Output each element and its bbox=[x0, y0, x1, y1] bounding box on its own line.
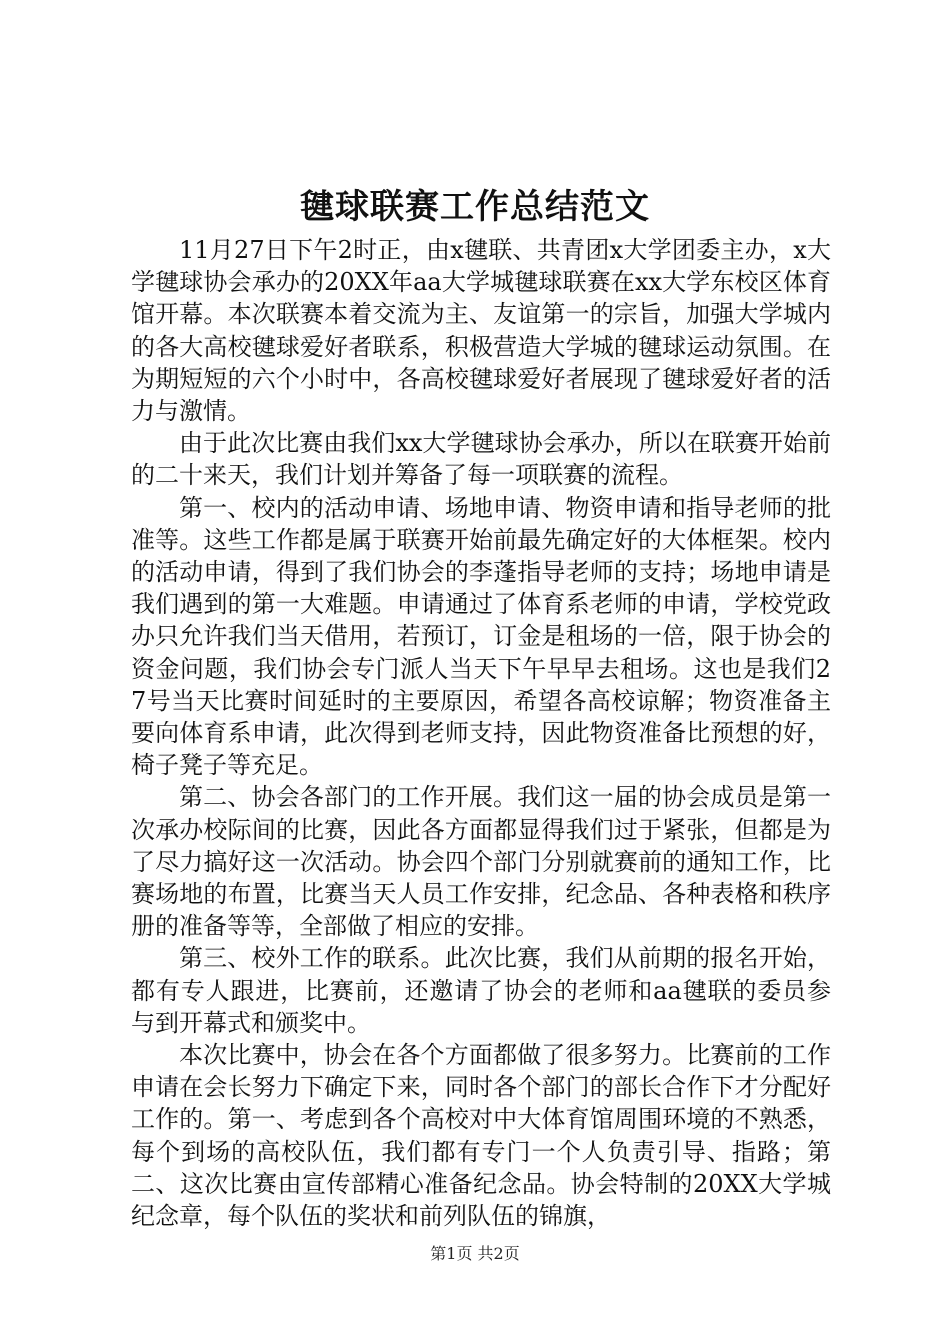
paragraph-1: 11月27日下午2时正，由x毽联、共青团x大学团委主办，x大学毽球协会承办的20XX年aa大学城毽球联赛在xx大学东校区体育馆开幕。本次联赛本着交流为主、友谊第一的宗旨，加强大学城内的各大高校毽球爱好者联系，积极营造大学城的毽球运动氛围。在为期短短的六个小时中，各高校毽球爱好者展现了毽球爱好者的活力与激情。 bbox=[131, 236, 831, 426]
paragraph-3: 第一、校内的活动申请、场地申请、物资申请和指导老师的批准等。这些工作都是属于联赛开始前最先确定好的大体框架。校内的活动申请，得到了我们协会的李蓬指导老师的支持；场地申请是我们遇到的第一大难题。申请通过了体育系老师的申请，学校党政办只允许我们当天借用，若预订，订金是租场的一倍，限于协会的资金问题，我们协会专门派人当天下午早早去租场。这也是我们27号当天比赛时间延时的主要原因，希望各高校谅解；物资准备主要向体育系申请，此次得到老师支持，因此物资准备比预想的好，椅子凳子等充足。 bbox=[131, 493, 831, 780]
paragraph-2: 由于此次比赛由我们xx大学毽球协会承办，所以在联赛开始前的二十来天，我们计划并筹备了每一项联赛的流程。 bbox=[131, 429, 831, 490]
page-number-footer: 第1页 共2页 bbox=[430, 1244, 520, 1263]
document-title: 毽球联赛工作总结范文 bbox=[300, 187, 650, 227]
document-body bbox=[131, 234, 831, 1232]
paragraph-6: 本次比赛中，协会在各个方面都做了很多努力。比赛前的工作申请在会长努力下确定下来，同时各个部门的部长合作下才分配好工作的。第一、考虑到各个高校对中大体育馆周围环境的不熟悉，每个到场的高校队伍，我们都有专门一个人负责引导、指路；第二、这次比赛由宣传部精心准备纪念品。协会特制的20XX大学城纪念章，每个队伍的奖状和前列队伍的锦旗， bbox=[131, 1041, 831, 1231]
paragraph-5: 第三、校外工作的联系。此次比赛，我们从前期的报名开始，都有专人跟进，比赛前，还邀请了协会的老师和aa毽联的委员参与到开幕式和颁奖中。 bbox=[131, 944, 831, 1037]
paragraph-4: 第二、协会各部门的工作开展。我们这一届的协会成员是第一次承办校际间的比赛，因此各方面都显得我们过于紧张，但都是为了尽力搞好这一次活动。协会四个部门分别就赛前的通知工作，比赛场地的布置，比赛当天人员工作安排，纪念品、各种表格和秩序册的准备等等，全部做了相应的安排。 bbox=[131, 783, 831, 941]
